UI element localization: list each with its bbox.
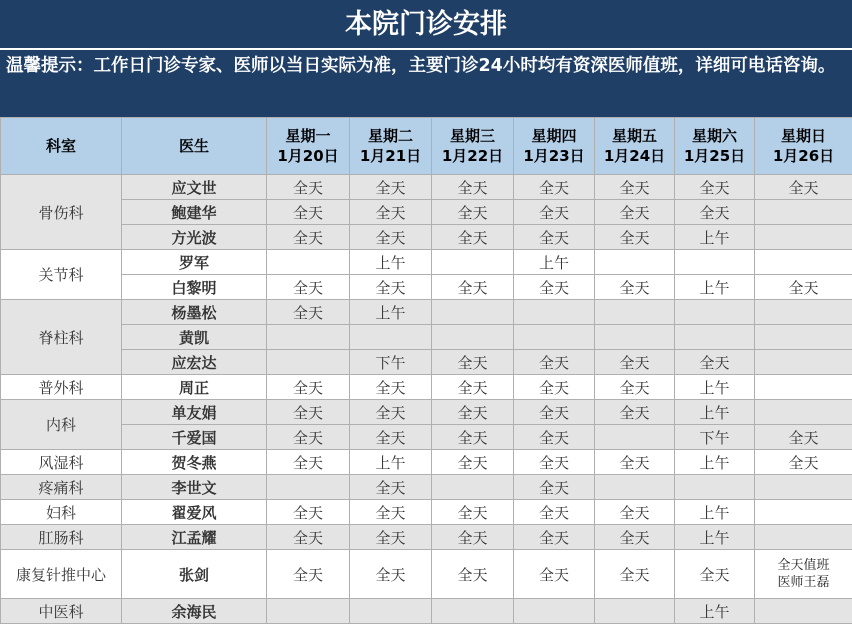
schedule-slot-cell: 全天 (350, 500, 432, 525)
schedule-slot-cell: 全天 (755, 275, 852, 300)
schedule-slot-cell: 全天 (514, 275, 595, 300)
schedule-slot-cell: 全天 (514, 400, 595, 425)
header-day (432, 118, 514, 175)
schedule-slot-cell: 全天 (675, 200, 755, 225)
schedule-slot-cell: 全天 (514, 550, 595, 599)
schedule-slot-cell (432, 325, 514, 350)
header-row (1, 118, 852, 175)
schedule-row (1, 225, 852, 250)
schedule-slot-cell: 全天 (350, 400, 432, 425)
schedule-slot-cell: 全天 (675, 175, 755, 200)
schedule-slot-cell (595, 475, 675, 500)
schedule-slot-cell: 上午 (350, 250, 432, 275)
department-cell: 普外科 (1, 375, 122, 400)
schedule-row (1, 175, 852, 200)
schedule-slot-cell (755, 200, 852, 225)
schedule-slot-cell: 全天 (514, 225, 595, 250)
schedule-row (1, 200, 852, 225)
schedule-slot-cell: 全天 (350, 550, 432, 599)
date-label: 1月21日 (359, 147, 422, 165)
department-cell: 内科 (1, 400, 122, 450)
date-label: 1月22日 (441, 147, 504, 165)
schedule-slot-cell: 全天 (595, 550, 675, 599)
doctor-name-cell: 黄凯 (122, 325, 267, 350)
schedule-row (1, 450, 852, 475)
header-day (595, 118, 675, 175)
weekday-label: 星期日 (780, 127, 826, 145)
schedule-slot-cell: 全天 (267, 400, 350, 425)
department-cell: 脊柱科 (1, 300, 122, 375)
department-cell: 风湿科 (1, 450, 122, 475)
schedule-slot-cell (432, 250, 514, 275)
schedule-slot-cell: 全天 (755, 175, 852, 200)
schedule-slot-cell (595, 599, 675, 624)
schedule-slot-cell (514, 300, 595, 325)
department-cell: 肛肠科 (1, 525, 122, 550)
schedule-row (1, 325, 852, 350)
schedule-slot-cell (267, 350, 350, 375)
schedule-slot-cell (595, 425, 675, 450)
header-day (267, 118, 350, 175)
schedule-slot-cell (432, 475, 514, 500)
schedule-slot-cell: 全天 (675, 350, 755, 375)
weekday-label: 星期五 (611, 127, 657, 145)
weekday-label: 星期三 (449, 127, 495, 145)
department-cell: 康复针推中心 (1, 550, 122, 599)
schedule-slot-cell: 上午 (675, 375, 755, 400)
header-day (350, 118, 432, 175)
schedule-slot-cell: 全天 (350, 275, 432, 300)
schedule-row (1, 599, 852, 624)
schedule-slot-cell (595, 250, 675, 275)
doctor-name-cell: 李世文 (122, 475, 267, 500)
schedule-slot-cell: 全天 (432, 350, 514, 375)
schedule-slot-cell: 全天 (432, 425, 514, 450)
doctor-name-cell: 江孟耀 (122, 525, 267, 550)
weekday-label: 星期一 (285, 127, 331, 145)
schedule-slot-cell (267, 599, 350, 624)
schedule-slot-cell: 全天 (595, 350, 675, 375)
schedule-slot-cell: 全天值班 医师王磊 (755, 550, 852, 599)
department-cell: 骨伤科 (1, 175, 122, 250)
page-title: 本院门诊安排 (0, 0, 852, 50)
schedule-slot-cell: 上午 (675, 225, 755, 250)
schedule-slot-cell: 全天 (432, 225, 514, 250)
doctor-name-cell: 张剑 (122, 550, 267, 599)
schedule-slot-cell (514, 599, 595, 624)
schedule-slot-cell: 全天 (350, 525, 432, 550)
schedule-slot-cell (755, 400, 852, 425)
doctor-name-cell: 贺冬燕 (122, 450, 267, 475)
schedule-slot-cell: 全天 (267, 500, 350, 525)
schedule-row (1, 350, 852, 375)
schedule-slot-cell: 全天 (595, 525, 675, 550)
schedule-slot-cell: 全天 (267, 550, 350, 599)
schedule-row (1, 525, 852, 550)
schedule-slot-cell: 下午 (350, 350, 432, 375)
schedule-slot-cell: 全天 (267, 300, 350, 325)
schedule-slot-cell (755, 350, 852, 375)
schedule-slot-cell (595, 325, 675, 350)
schedule-row (1, 250, 852, 275)
schedule-slot-cell (755, 525, 852, 550)
schedule-slot-cell: 全天 (514, 500, 595, 525)
schedule-slot-cell (350, 599, 432, 624)
schedule-row (1, 475, 852, 500)
date-label: 1月23日 (523, 147, 585, 165)
schedule-slot-cell: 全天 (595, 450, 675, 475)
schedule-slot-cell: 全天 (432, 450, 514, 475)
department-cell: 中医科 (1, 599, 122, 624)
schedule-slot-cell: 上午 (675, 525, 755, 550)
schedule-slot-cell (755, 250, 852, 275)
schedule-slot-cell: 上午 (675, 275, 755, 300)
schedule-slot-cell: 全天 (514, 200, 595, 225)
doctor-name-cell: 鲍建华 (122, 200, 267, 225)
schedule-slot-cell: 全天 (514, 525, 595, 550)
schedule-slot-cell: 上午 (350, 450, 432, 475)
schedule-slot-cell (514, 325, 595, 350)
doctor-name-cell: 周正 (122, 375, 267, 400)
schedule-slot-cell: 全天 (514, 450, 595, 475)
schedule-slot-cell: 上午 (350, 300, 432, 325)
schedule-slot-cell: 全天 (595, 225, 675, 250)
schedule-slot-cell: 全天 (432, 175, 514, 200)
schedule-row (1, 275, 852, 300)
schedule-slot-cell: 全天 (514, 350, 595, 375)
schedule-row (1, 550, 852, 599)
header-day (675, 118, 755, 175)
schedule-slot-cell: 全天 (755, 450, 852, 475)
schedule-slot-cell: 全天 (267, 450, 350, 475)
schedule-slot-cell (755, 225, 852, 250)
schedule-slot-cell: 全天 (350, 200, 432, 225)
schedule-slot-cell: 全天 (595, 500, 675, 525)
schedule-row (1, 300, 852, 325)
schedule-slot-cell (267, 475, 350, 500)
schedule-slot-cell: 全天 (514, 375, 595, 400)
schedule-slot-cell: 全天 (432, 400, 514, 425)
schedule-slot-cell (755, 325, 852, 350)
schedule-slot-cell: 上午 (675, 450, 755, 475)
schedule-slot-cell (755, 500, 852, 525)
date-label: 1月25日 (683, 147, 746, 165)
notice-text: 温馨提示：工作日门诊专家、医师以当日实际为准，主要门诊24小时均有资深医师值班，详细可电话咨询。 (6, 56, 836, 76)
doctor-name-cell: 应宏达 (122, 350, 267, 375)
schedule-slot-cell: 全天 (595, 400, 675, 425)
schedule-slot-cell: 全天 (755, 425, 852, 450)
schedule-slot-cell (267, 250, 350, 275)
schedule-slot-cell: 全天 (432, 275, 514, 300)
schedule-slot-cell: 全天 (595, 375, 675, 400)
schedule-slot-cell (675, 475, 755, 500)
schedule-slot-cell: 全天 (267, 525, 350, 550)
date-label: 1月26日 (772, 147, 835, 165)
schedule-slot-cell (350, 325, 432, 350)
schedule-slot-cell: 全天 (350, 225, 432, 250)
header-doctor: 医生 (122, 118, 267, 175)
schedule-slot-cell: 全天 (350, 375, 432, 400)
weekday-label: 星期六 (691, 127, 737, 145)
header-day (755, 118, 852, 175)
doctor-name-cell: 余海民 (122, 599, 267, 624)
schedule-row (1, 500, 852, 525)
schedule-slot-cell (267, 325, 350, 350)
schedule-slot-cell: 全天 (432, 500, 514, 525)
department-cell: 疼痛科 (1, 475, 122, 500)
schedule-slot-cell (432, 300, 514, 325)
weekday-label: 星期二 (367, 127, 413, 145)
schedule-slot-cell: 全天 (267, 275, 350, 300)
schedule-slot-cell: 下午 (675, 425, 755, 450)
schedule-slot-cell: 上午 (675, 400, 755, 425)
schedule-slot-cell: 全天 (595, 175, 675, 200)
doctor-name-cell: 翟爱风 (122, 500, 267, 525)
schedule-slot-cell: 全天 (267, 425, 350, 450)
schedule-slot-cell: 全天 (675, 550, 755, 599)
schedule-slot-cell (755, 300, 852, 325)
department-cell: 妇科 (1, 500, 122, 525)
department-cell: 关节科 (1, 250, 122, 300)
header-dept: 科室 (1, 118, 122, 175)
schedule-slot-cell: 全天 (432, 375, 514, 400)
schedule-slot-cell (675, 250, 755, 275)
schedule-slot-cell: 上午 (514, 250, 595, 275)
doctor-name-cell: 应文世 (122, 175, 267, 200)
schedule-table (0, 117, 852, 624)
schedule-slot-cell: 全天 (432, 525, 514, 550)
schedule-slot-cell: 全天 (350, 425, 432, 450)
header-banner (0, 0, 852, 117)
schedule-slot-cell: 全天 (267, 200, 350, 225)
schedule-slot-cell: 全天 (267, 225, 350, 250)
schedule-row (1, 425, 852, 450)
weekday-label: 星期四 (531, 127, 577, 145)
schedule-slot-cell (675, 325, 755, 350)
schedule-slot-cell (755, 475, 852, 500)
doctor-name-cell: 罗军 (122, 250, 267, 275)
doctor-name-cell: 白黎明 (122, 275, 267, 300)
schedule-slot-cell: 全天 (514, 475, 595, 500)
schedule-slot-cell: 全天 (432, 200, 514, 225)
schedule-slot-cell: 全天 (514, 175, 595, 200)
schedule-slot-cell (755, 599, 852, 624)
schedule-slot-cell (432, 599, 514, 624)
doctor-name-cell: 千爱国 (122, 425, 267, 450)
header-day (514, 118, 595, 175)
schedule-slot-cell: 全天 (350, 475, 432, 500)
schedule-slot-cell: 全天 (267, 375, 350, 400)
schedule-slot-cell (755, 375, 852, 400)
schedule-slot-cell: 上午 (675, 599, 755, 624)
date-label: 1月24日 (603, 147, 666, 165)
schedule-slot-cell: 全天 (267, 175, 350, 200)
schedule-row (1, 400, 852, 425)
schedule-slot-cell (595, 300, 675, 325)
schedule-slot-cell: 全天 (595, 200, 675, 225)
schedule-slot-cell: 全天 (432, 550, 514, 599)
schedule-slot-cell: 全天 (514, 425, 595, 450)
date-label: 1月20日 (277, 147, 339, 165)
schedule-slot-cell: 全天 (350, 175, 432, 200)
schedule-slot-cell (675, 300, 755, 325)
doctor-name-cell: 杨墨松 (122, 300, 267, 325)
doctor-name-cell: 方光波 (122, 225, 267, 250)
schedule-slot-cell: 全天 (595, 275, 675, 300)
schedule-row (1, 375, 852, 400)
schedule-slot-cell: 上午 (675, 500, 755, 525)
doctor-name-cell: 单友娟 (122, 400, 267, 425)
schedule-body (1, 175, 852, 624)
